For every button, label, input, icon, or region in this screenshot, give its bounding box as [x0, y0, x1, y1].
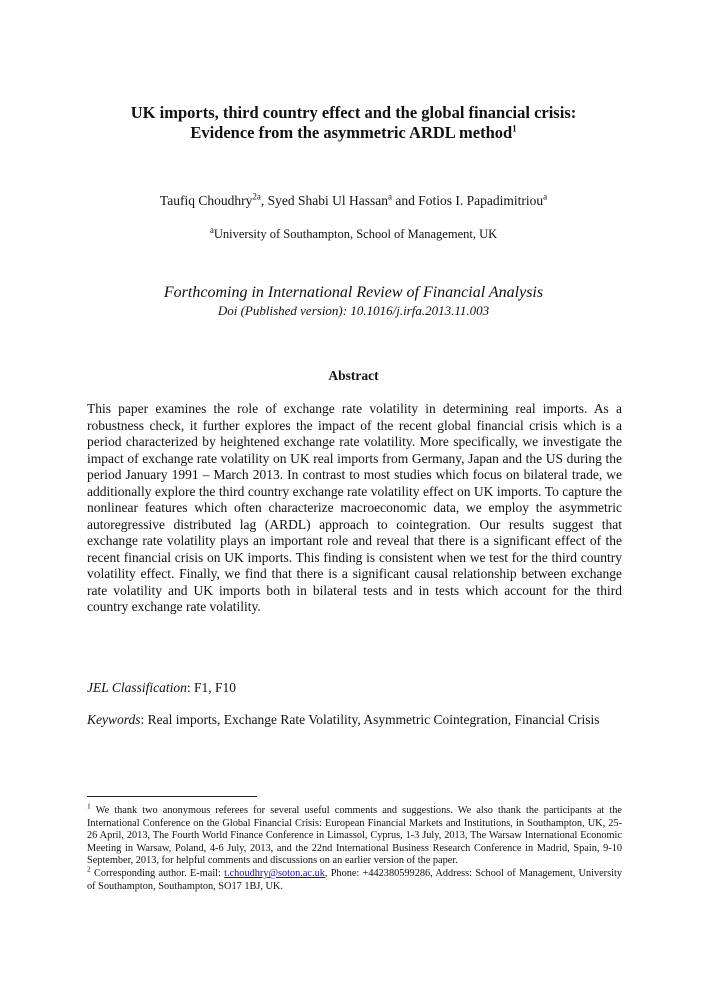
footnote-2-text: Corresponding author. E-mail: — [90, 867, 225, 879]
paper-title — [0, 103, 707, 143]
footnote-1 — [87, 801, 622, 868]
footnote-2-number: 2 — [87, 864, 91, 874]
email-link[interactable]: t.choudhry@soton.ac.uk — [224, 867, 325, 879]
jel-classification — [87, 680, 622, 697]
footnotes — [87, 801, 622, 893]
doi-note: Doi (Published version): 10.1016/j.irfa.2013.11.003 — [217, 303, 490, 318]
title-line-2: Evidence from the asymmetric ARDL method$^1$ — [190, 123, 517, 142]
abstract-heading: Abstract — [328, 368, 379, 383]
journal-note: Forthcoming in International Review of Financial Analysis — [163, 284, 544, 301]
footnote-1-text: We thank two anonymous referees for several useful comments and suggestions. We also thank the participants at the International Conference on the Global Financial Crisis: European Financial Markets and Institutions, in Southampton, UK, 25-26 April, 2013, The Fourth World Finance Conference in Limassol, Cyprus, 1-3 July, 2013, The Warsaw International Economic Meeting in Warsaw, Poland, 4-6 July, 2013, and the 22nd International Business Research Conference in Madrid, Spain, 9-10 September, 2013, for helpful comments and discussions on an earlier version of the paper. — [87, 805, 622, 867]
keywords-value: : Real imports, Exchange Rate Volatility, Asymmetric Cointegration, Financial Crisis — [140, 712, 600, 727]
author-list — [0, 193, 707, 209]
affiliation-text: University of Southampton, School of Management, UK — [213, 227, 498, 241]
author-hassan: , Syed Shabi Ul Hassan — [260, 193, 388, 208]
author-hassan-marker: a — [387, 191, 392, 202]
author-papadimitriou: and Fotios I. Papadimitriou — [391, 193, 544, 208]
keywords-label: Keywords — [87, 712, 141, 727]
author-papadimitriou-marker: a — [543, 191, 548, 202]
footnote-2-contact: , Phone: +442380599286, Address: School of Management, University of Southampton, Southampton, SO17 1BJ, UK. — [87, 867, 622, 892]
jel-value: : F1, F10 — [186, 680, 237, 695]
affiliation — [0, 224, 707, 242]
footnote-1-number: 1 — [87, 801, 91, 811]
footnote-separator — [87, 796, 257, 797]
abstract-body: This paper examines the role of exchange rate volatility in determining real imports. As a robustness check, it further explores the impact of the recent global financial crisis which is a period characterized by heightened exchange rate volatility. More specifically, we investigate the impact of exchange rate volatility on UK real imports from Germany, Japan and the US during the period January 1991 – March 2013. In contrast to most studies which focus on bilateral trade, we additionally explore the third country exchange rate volatility effect on UK imports. To capture the nonlinear features which often characterize macroeconomic data, we employ the asymmetric autoregressive distributed lag (ARDL) approach to cointegration. Our results suggest that exchange rate volatility plays an important role and reveal that there is a significant effect of the recent financial crisis on UK imports. This finding is consistent when we test for the third country volatility effect. Finally, we find that there is a significant causal relationship between exchange rate volatility and UK imports both in bilateral tests and in tests which account for the third country exchange rate volatility. — [87, 401, 622, 614]
author-choudhry-marker: 2a — [252, 191, 261, 202]
title-footnote-marker: 1 — [512, 123, 517, 134]
keywords — [87, 712, 622, 729]
title-line-1: UK imports, third country effect and the global financial crisis: — [130, 103, 577, 122]
jel-label: JEL Classification — [87, 680, 187, 695]
footnote-2 — [87, 864, 622, 893]
affiliation-marker: a — [209, 224, 214, 235]
author-choudhry: Taufiq Choudhry — [159, 193, 253, 208]
